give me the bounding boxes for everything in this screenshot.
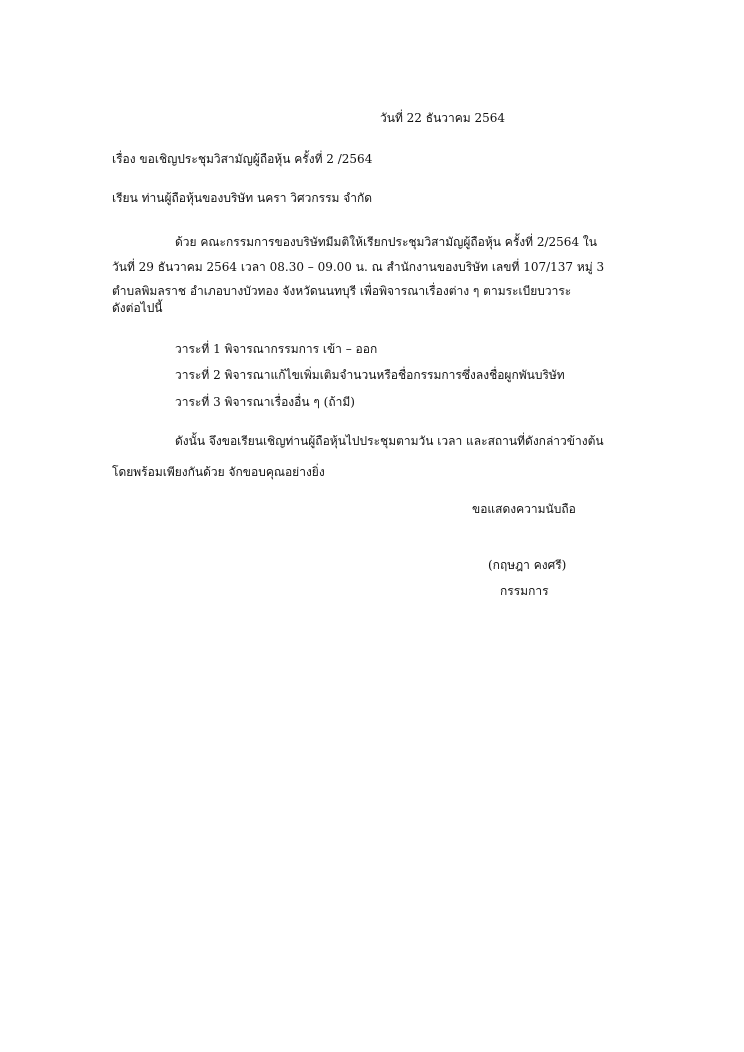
paragraph-line: ด้วย คณะกรรมการของบริษัทมีมติให้เรียกประชุมวิสามัญผู้ถือหุ้น ครั้งที่ 2/2564 ใน bbox=[175, 235, 597, 249]
paragraph-line: โดยพร้อมเพียงกันด้วย จักขอบคุณอย่างยิ่ง bbox=[112, 465, 325, 479]
paragraph-line: ดังต่อไปนี้ bbox=[112, 301, 163, 315]
agenda-item: วาระที่ 2 พิจารณาแก้ไขเพิ่มเติมจำนวนหรือชื่อกรรมการซึ่งลงชื่อผูกพันบริษัท bbox=[175, 368, 565, 382]
closing-salutation: ขอแสดงความนับถือ bbox=[472, 502, 576, 516]
paragraph-line: ดังนั้น จึงขอเรียนเชิญท่านผู้ถือหุ้นไปประชุมตามวัน เวลา และสถานที่ดังกล่าวข้างต้น bbox=[175, 434, 604, 448]
letter-date: วันที่ 22 ธันวาคม 2564 bbox=[380, 111, 506, 125]
letter-subject: เรื่อง ขอเชิญประชุมวิสามัญผู้ถือหุ้น ครั้งที่ 2 /2564 bbox=[112, 152, 373, 166]
paragraph-line: ตำบลพิมลราช อำเภอบางบัวทอง จังหวัดนนทบุรี เพื่อพิจารณาเรื่องต่าง ๆ ตามระเบียบวาระ bbox=[112, 284, 572, 298]
agenda-item: วาระที่ 3 พิจารณาเรื่องอื่น ๆ (ถ้ามี) bbox=[175, 395, 355, 409]
agenda-item: วาระที่ 1 พิจารณากรรมการ เข้า – ออก bbox=[175, 342, 378, 356]
letter-recipient: เรียน ท่านผู้ถือหุ้นของบริษัท นครา วิศวกรรม จำกัด bbox=[112, 191, 373, 205]
signer-title: กรรมการ bbox=[500, 584, 549, 598]
paragraph-line: วันที่ 29 ธันวาคม 2564 เวลา 08.30 – 09.00 น. ณ สำนักงานของบริษัท เลขที่ 107/137 หมู่ 3 bbox=[112, 260, 605, 274]
signer-name: (กฤษฎา คงศรี) bbox=[488, 558, 567, 572]
